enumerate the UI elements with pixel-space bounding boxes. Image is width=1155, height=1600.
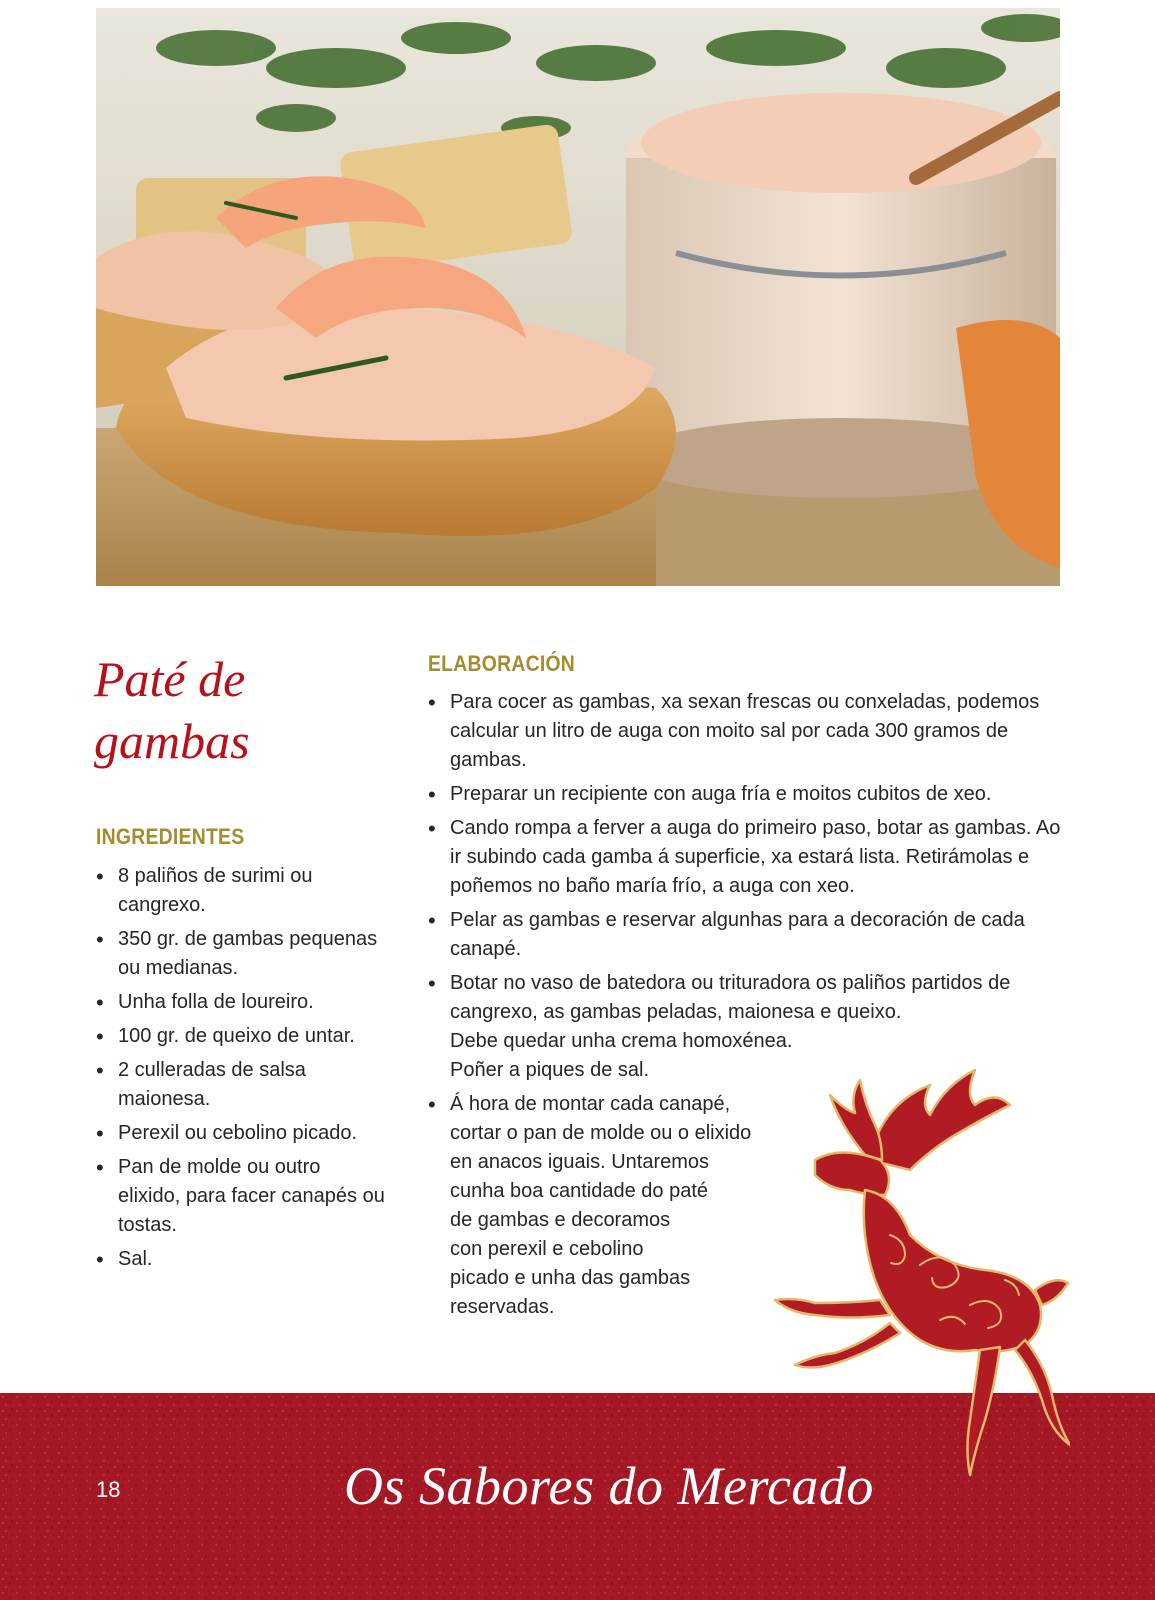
- elaboration-heading: ELABORACIÓN: [428, 651, 576, 676]
- step-line: • Botar no vaso de batedora ou trituradora os paliños partidos de: [450, 972, 1011, 994]
- list-item: • Perexil ou cebolino picado.: [96, 1119, 386, 1148]
- list-item: • Sal.: [96, 1245, 386, 1274]
- list-item: • 350 gr. de gambas pequenas ou medianas.: [96, 925, 386, 983]
- step-line: con perexil e cebolino: [450, 1238, 644, 1260]
- list-item: • Pelar as gambas e reservar algunhas para a decoración de cada canapé.: [428, 906, 1064, 964]
- list-item: • 100 gr. de queixo de untar.: [96, 1022, 386, 1051]
- step-line: Debe quedar unha crema homoxénea.: [450, 1030, 793, 1052]
- recipe-title-line1: Paté de: [94, 651, 246, 707]
- ingredients-heading: INGREDIENTES: [96, 824, 245, 849]
- publication-title: Os Sabores do Mercado: [344, 1456, 874, 1516]
- step-line: cortar o pan de molde ou o elixido: [450, 1122, 752, 1144]
- step-line: cunha boa cantidade do paté: [450, 1180, 708, 1202]
- page-number: 18: [96, 1477, 121, 1502]
- list-item: • 2 culleradas de salsa maionesa.: [96, 1056, 386, 1114]
- step-line: reservadas.: [450, 1296, 555, 1318]
- pate-food-photo-icon: [96, 8, 1060, 586]
- step-line: en anacos iguais. Untaremos: [450, 1151, 710, 1173]
- step-line: de gambas e decoramos: [450, 1209, 671, 1231]
- list-item: • Cando rompa a ferver a auga do primeiro paso, botar as gambas. Ao ir subindo cada gamba á superficie, xa estará lista. Retirámolas e poñemos no baño maría frío, a auga con xeo.: [428, 814, 1064, 901]
- list-item: • Preparar un recipiente con auga fría e moitos cubitos de xeo.: [428, 780, 1064, 809]
- list-item: • Para cocer as gambas, xa sexan frescas ou conxeladas, podemos calcular un litro de auga con moito sal por cada 300 gramos de gambas.: [428, 688, 1064, 775]
- step-line: • Á hora de montar cada canapé,: [450, 1093, 731, 1115]
- list-item: • Pan de molde ou outro elixido, para facer canapés ou tostas.: [96, 1153, 386, 1240]
- list-item: • 8 paliños de surimi ou cangrexo.: [96, 862, 386, 920]
- step-line: picado e unha das gambas: [450, 1267, 691, 1289]
- recipe-title: [94, 648, 384, 772]
- step-line: Poñer a piques de sal.: [450, 1059, 650, 1081]
- ingredients-list: [96, 862, 386, 1279]
- recipe-photo: [96, 8, 1060, 586]
- recipe-title-line2: gambas: [94, 713, 250, 769]
- list-item: • Unha folla de loureiro.: [96, 988, 386, 1017]
- step-line: cangrexo, as gambas peladas, maionesa e queixo.: [450, 1001, 902, 1023]
- reindeer-icon: [770, 1065, 1070, 1485]
